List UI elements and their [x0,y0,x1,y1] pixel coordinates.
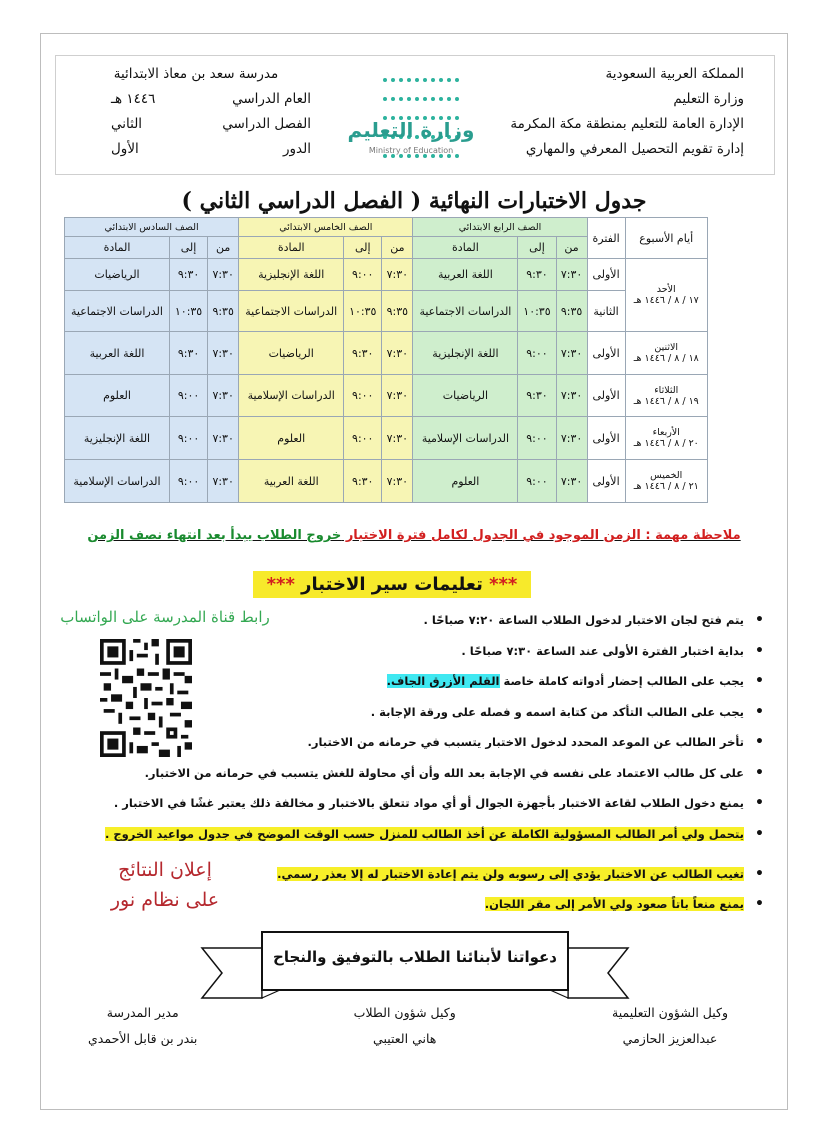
g5-subject-header: المادة [239,237,344,259]
year-row [81,87,311,112]
g6-subject-cell: الدراسات الإسلامية [65,460,170,503]
day-date: ١٩ / ٨ / ١٤٤٦ هـ [633,395,699,407]
logo-english-text: Ministry of Education [368,146,454,155]
g5-subject-cell: الدراسات الإسلامية [239,375,344,417]
day-cell [625,417,708,460]
grade6-header: الصف السادس الابتدائي [65,218,239,237]
highlight-blue-pen: القلم الأزرق الجاف. [386,674,500,688]
signature-title: مدير المدرسة [106,1005,179,1020]
day-name: الاثنين [654,342,679,353]
school-block [81,62,311,162]
g4-to-cell: ٩:٠٠ [518,417,556,460]
g4-to-cell: ٩:٣٠ [518,375,556,417]
g6-from-header: من [208,237,239,259]
signature-title: وكيل الشؤون التعليمية [612,1005,728,1020]
g5-subject-cell: الرياضيات [239,332,344,375]
stars-left: *** [266,574,295,595]
day-cell [625,375,708,417]
g5-to-cell: ٩:٠٠ [344,375,382,417]
g6-from-cell: ٧:٣٠ [208,417,239,460]
round-row [81,137,311,162]
qr-code-icon[interactable] [100,639,192,757]
g4-subject-cell: اللغة الإنجليزية [413,332,518,375]
rule-item: • يجب على الطالب إحضار أدواته كاملة خاصة القلم الأزرق الجاف. [206,668,766,699]
whatsapp-channel-label: رابط قناة المدرسة على الواتساب [60,608,270,626]
rule-item: • يتحمل ولي أمر الطالب المسؤولية الكاملة عن أخذ الطالب للمنزل حسب الوقت الموضح في جدول مواعيد الخروج . [206,821,766,861]
g6-from-cell: ٧:٣٠ [208,375,239,417]
g6-subject-cell: الرياضيات [65,259,170,291]
schedule-row [65,417,708,460]
g5-subject-cell: اللغة الإنجليزية [239,259,344,291]
g5-to-header: إلى [344,237,382,259]
signature-name: هاني العتيبي [373,1031,437,1046]
signature-name: بندر بن قابل الأحمدي [88,1031,198,1046]
g6-to-cell: ٩:٠٠ [170,417,208,460]
stars-right: *** [489,574,518,595]
g5-from-cell: ٧:٣٠ [382,259,413,291]
g4-subject-header: المادة [413,237,518,259]
g4-from-cell: ٧:٣٠ [556,375,587,417]
g4-subject-cell: الرياضيات [413,375,518,417]
g5-to-cell: ٩:٣٠ [344,332,382,375]
g5-subject-cell: الدراسات الاجتماعية [239,291,344,332]
year-label: العام الدراسي [232,91,311,107]
g5-from-cell: ٧:٣٠ [382,460,413,503]
logo-arabic-text: وزارة التعليم [347,118,475,142]
g4-from-cell: ٧:٣٠ [556,417,587,460]
schedule-row [65,291,708,332]
signature-student-deputy [354,1000,456,1052]
g6-to-cell: ٩:٠٠ [170,460,208,503]
day-name: الثلاثاء [654,384,679,396]
rule-item: • تغيب الطالب عن الاختبار يؤدي إلى رسوبه ولن يتم إعادة الاختبار له إلا بعذر رسمي. [206,861,766,892]
day-name: الأحد [656,284,676,295]
day-date: ١٧ / ٨ / ١٤٤٦ هـ [633,295,699,306]
signature-academic-deputy [612,1000,728,1052]
day-cell [625,259,708,332]
g4-to-cell: ٩:٣٠ [518,259,556,291]
schedule-row [65,332,708,375]
g4-from-cell: ٧:٣٠ [556,332,587,375]
term-row [81,112,311,137]
results-line-1: إعلان النتائج [118,859,212,881]
g4-subject-cell: العلوم [413,460,518,503]
letterhead [55,55,775,175]
signature-title: وكيل شؤون الطلاب [353,1005,456,1020]
period-cell: الأولى [587,375,625,417]
g6-subject-cell: الدراسات الاجتماعية [65,291,170,332]
g6-to-cell: ٩:٠٠ [170,375,208,417]
g5-from-cell: ٧:٣٠ [382,332,413,375]
g5-from-cell: ٩:٣٥ [382,291,413,332]
g6-to-cell: ٩:٣٠ [170,332,208,375]
rule-item: • يمنع منعاً باتاً صعود ولي الأمر إلى مقر اللجان. [206,891,766,922]
g5-subject-cell: اللغة العربية [239,460,344,503]
country-line: المملكة العربية السعودية [605,66,744,82]
instructions-title [253,571,531,598]
g5-from-header: من [382,237,413,259]
grade5-header: الصف الخامس الابتدائي [239,218,413,237]
g6-from-cell: ٧:٣٠ [208,460,239,503]
results-line-2: على نظام نور [110,889,220,911]
g4-subject-cell: اللغة العربية [413,259,518,291]
important-note [0,528,828,543]
g4-to-header: إلى [518,237,556,259]
rule-item: • بداية اختبار الفترة الأولى عند الساعة ٧:٣٠ صباحًا . [206,638,766,669]
schedule-row [65,259,708,291]
rule-item: • يجب على الطالب التأكد من كتابة اسمه و فصله على ورقة الإجابة . [206,699,766,730]
day-name: الخميس [650,470,683,481]
g5-from-cell: ٧:٣٠ [382,375,413,417]
g6-to-header: إلى [170,237,208,259]
day-cell [625,460,708,503]
rule-item: • تأخر الطالب عن الموعد المحدد لدخول الاختبار يتسبب في حرمانه من الاختبار. [206,729,766,760]
term-value: الثاني [111,116,143,132]
period-cell: الأولى [587,259,625,291]
period-header: الفترة [587,218,625,259]
day-date: ٢٠ / ٨ / ١٤٤٦ هـ [633,438,699,449]
day-date: ١٨ / ٨ / ١٤٤٦ هـ [633,353,699,364]
school-name: مدرسة سعد بن معاذ الابتدائية [113,66,279,82]
schedule-row [65,375,708,417]
g4-from-header: من [556,237,587,259]
g6-subject-header: المادة [65,237,170,259]
period-cell: الأولى [587,460,625,503]
signatures [88,1000,728,1052]
note-part1: ملاحظة مهمة : الزمن الموجود في الجدول لكامل فترة الاختبار [341,528,741,543]
exam-schedule-table [64,217,708,503]
g4-from-cell: ٧:٣٠ [556,460,587,503]
signature-principal [88,1000,197,1052]
g5-from-cell: ٧:٣٠ [382,417,413,460]
grade4-header: الصف الرابع الابتدائي [413,218,587,237]
g6-from-cell: ٧:٣٠ [208,332,239,375]
page-title: جدول الاختبارات النهائية ( الفصل الدراسي الثاني ) [181,188,647,214]
g4-from-cell: ٩:٣٥ [556,291,587,332]
rule-item: • على كل طالب الاعتماد على نفسه في الإجابة بعد الله وأن أي محاولة للغش يتسبب في حرمانه من الاختبار. [206,760,766,791]
g5-to-cell: ٩:٣٠ [344,460,382,503]
g5-to-cell: ١٠:٣٥ [344,291,382,332]
g6-subject-cell: اللغة الإنجليزية [65,417,170,460]
rule-item: • يتم فتح لجان الاختبار لدخول الطلاب الساعة ٧:٢٠ صباحًا . [206,607,766,638]
g4-to-cell: ٩:٠٠ [518,332,556,375]
period-cell: الأولى [587,417,625,460]
g6-to-cell: ٩:٣٠ [170,259,208,291]
days-header: أيام الأسبوع [625,218,708,259]
instructions-title-text: تعليمات سير الاختبار [301,574,483,595]
g4-subject-cell: الدراسات الاجتماعية [413,291,518,332]
day-name: الأربعاء [652,427,680,438]
term-label: الفصل الدراسي [222,116,311,132]
day-date: ٢١ / ٨ / ١٤٤٦ هـ [633,481,699,492]
directorate-line: الإدارة العامة للتعليم بمنطقة مكة المكرمة [510,116,744,132]
round-value: الأول [111,141,139,157]
ministry-logo [311,66,511,166]
g5-to-cell: ٩:٠٠ [344,259,382,291]
g6-from-cell: ٩:٣٥ [208,291,239,332]
g4-to-cell: ٩:٠٠ [518,460,556,503]
note-part2: خروج الطلاب يبدأ بعد انتهاء نصف الزمن [87,528,342,543]
rule-item: • يمنع دخول الطلاب لقاعة الاختبار بأجهزة الجوال أو أي مواد تتعلق بالاختبار و مخالفة ذلك يعتبر غشًا في الاختبار . [206,790,766,821]
g4-from-cell: ٧:٣٠ [556,259,587,291]
results-announcement [90,855,240,915]
g5-to-cell: ٩:٠٠ [344,417,382,460]
signature-name: عبدالعزيز الحازمي [622,1031,718,1046]
year-value: ١٤٤٦ هـ [111,91,156,107]
g6-subject-cell: اللغة العربية [65,332,170,375]
g6-subject-cell: العلوم [65,375,170,417]
period-cell: الأولى [587,332,625,375]
g6-to-cell: ١٠:٣٥ [170,291,208,332]
ribbon-banner [200,926,630,1006]
g4-to-cell: ١٠:٣٥ [518,291,556,332]
ministry-block [510,62,744,162]
ministry-line: وزارة التعليم [673,91,744,107]
g6-from-cell: ٧:٣٠ [208,259,239,291]
round-label: الدور [283,141,311,157]
schedule-row [65,460,708,503]
department-line: إدارة تقويم التحصيل المعرفي والمهاري [525,141,744,157]
g4-subject-cell: الدراسات الإسلامية [413,417,518,460]
day-cell [625,332,708,375]
closing-message: دعواتنا لأبنائنا الطلاب بالتوفيق والنجاح [273,948,557,966]
g5-subject-cell: العلوم [239,417,344,460]
period-cell: الثانية [587,291,625,332]
